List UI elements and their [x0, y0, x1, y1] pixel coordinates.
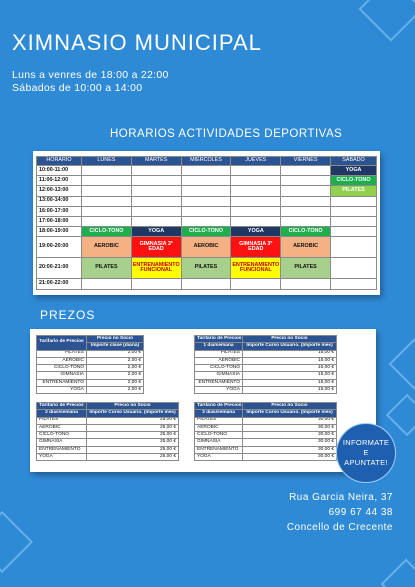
table-row: [37, 454, 179, 461]
table-row: [37, 176, 377, 186]
price-header: Precio no Socio: [87, 403, 179, 410]
badge-text: INFORMATE E APUNTATE!: [342, 437, 390, 468]
table-row: [195, 424, 337, 431]
activity-cell: GIMNASIA 3ª EDAD: [131, 237, 181, 258]
decor-diamond: [358, 0, 415, 42]
price-value: 25,00 €: [87, 439, 179, 446]
activity-name: GIMNASIA: [37, 372, 87, 379]
price-value: 25,00 €: [87, 417, 179, 424]
decor-diamond: [381, 559, 415, 587]
table-row: [195, 372, 337, 379]
activity-name: GIMNASIA: [195, 372, 243, 379]
time-cell: 21:00-22:00: [37, 279, 82, 289]
price-value: 25,00 €: [87, 454, 179, 461]
address-street: Rua Garcia Neira, 37: [289, 492, 393, 503]
price-subheader: Importe clase (diaria): [87, 343, 144, 350]
schedule-title: HORARIOS ACTIVIDADES DEPORTIVAS: [110, 128, 343, 140]
activity-cell: YOGA: [331, 166, 377, 176]
activity-name: CICLO-TONO: [37, 432, 87, 439]
table-row: [37, 432, 179, 439]
price-subheader: 3 dias/semana: [195, 410, 243, 417]
price-subheader: Importe Curso Usuario. (Importe mes): [243, 343, 337, 350]
price-header: Tarifario de Precios: [195, 336, 243, 343]
activity-cell: PILATES: [82, 258, 132, 279]
table-row: [37, 365, 144, 372]
activity-cell: AEROBIC: [82, 237, 132, 258]
activity-cell: CICLO-TONO: [331, 176, 377, 186]
time-cell: 12:00-13:00: [37, 186, 82, 196]
table-row: [37, 387, 144, 394]
table-row: [37, 446, 179, 453]
table-row: [195, 350, 337, 357]
page-title: XIMNASIO MUNICIPAL: [12, 30, 262, 55]
price-subheader: Importe Curso Usuario. (Importe mes): [87, 410, 179, 417]
activity-name: AEROBIC: [37, 424, 87, 431]
table-row: [195, 417, 337, 424]
price-header: Tarifario de Precios: [195, 403, 243, 410]
activity-name: PILATES: [37, 350, 87, 357]
price-subheader: 2 dias/semana: [37, 410, 87, 417]
price-value: 30,00 €: [243, 439, 337, 446]
table-row: [37, 357, 144, 364]
prices-title: PREZOS: [40, 308, 96, 322]
price-value: 25,00 €: [87, 424, 179, 431]
price-value: 2,00 €: [87, 350, 144, 357]
activity-cell: GIMNASIA 3ª EDAD: [231, 237, 281, 258]
header-cell: JUEVES: [231, 157, 281, 166]
activity-name: YOGA: [195, 387, 243, 394]
time-cell: 19:00-20:00: [37, 237, 82, 258]
signup-badge: [336, 423, 396, 483]
activity-cell: PILATES: [181, 258, 231, 279]
time-cell: 16:00-17:00: [37, 206, 82, 216]
price-value: 30,00 €: [243, 417, 337, 424]
table-row: [195, 379, 337, 386]
activity-cell: YOGA: [231, 227, 281, 237]
table-row: [37, 196, 377, 206]
table-row: [195, 446, 337, 453]
activity-name: CICLO-TONO: [37, 365, 87, 372]
table-row: [37, 258, 377, 279]
activity-cell: CICLO-TONO: [181, 227, 231, 237]
activity-name: AEROBIC: [37, 357, 87, 364]
activity-name: AEROBIC: [195, 424, 243, 431]
price-value: 25,00 €: [87, 446, 179, 453]
prices-card: [30, 329, 376, 472]
price-value: 25,00 €: [87, 432, 179, 439]
decor-diamond: [386, 394, 415, 436]
activity-name: CICLO-TONO: [195, 432, 243, 439]
price-value: 30,00 €: [243, 432, 337, 439]
table-row: [195, 454, 337, 461]
schedule-table-card: [33, 151, 380, 295]
price-subheader: 1 dia/semana: [195, 343, 243, 350]
table-row: [195, 432, 337, 439]
header-cell: HORARIO: [37, 157, 82, 166]
activity-name: CICLO-TONO: [195, 365, 243, 372]
activity-name: PILATES: [195, 350, 243, 357]
activity-name: GIMNASIA: [37, 439, 87, 446]
table-row: [37, 227, 377, 237]
activity-name: YOGA: [37, 387, 87, 394]
table-row: [37, 166, 377, 176]
saturday-hours: Sábados de 10:00 a 14:00: [12, 82, 143, 94]
table-row: [37, 216, 377, 226]
table-row: [195, 439, 337, 446]
activity-name: PILATES: [37, 417, 87, 424]
activity-cell: CICLO-TONO: [82, 227, 132, 237]
decor-diamond: [0, 511, 33, 573]
price-value: 2,00 €: [87, 357, 144, 364]
table-row: [37, 379, 144, 386]
decor-diamond: [389, 339, 415, 390]
activity-name: AEROBIC: [195, 357, 243, 364]
activity-name: YOGA: [37, 454, 87, 461]
activity-cell: AEROBIC: [281, 237, 331, 258]
header-cell: LUNES: [82, 157, 132, 166]
table-row: [37, 424, 179, 431]
header-cell: VIERNES: [281, 157, 331, 166]
header-cell: SABADO: [331, 157, 377, 166]
activity-name: ENTRENAMIENTO: [37, 446, 87, 453]
schedule-header-row: [37, 157, 377, 166]
activity-cell: PILATES: [281, 258, 331, 279]
activity-name: PILATES: [195, 417, 243, 424]
price-table-1-day: [194, 335, 337, 394]
table-row: [195, 365, 337, 372]
activity-name: ENTRENAMIENTO: [195, 379, 243, 386]
price-table-2-days: [36, 402, 179, 461]
table-row: [195, 387, 337, 394]
header-cell: MIERCOLES: [181, 157, 231, 166]
price-value: 2,00 €: [87, 365, 144, 372]
price-value: 2,00 €: [87, 387, 144, 394]
price-table-3-days: [194, 402, 337, 461]
price-value: 15,00 €: [243, 372, 337, 379]
table-row: [37, 372, 144, 379]
time-cell: 17:00-18:00: [37, 216, 82, 226]
activity-name: ENTRENAMIENTO: [37, 379, 87, 386]
activity-cell: CICLO-TONO: [281, 227, 331, 237]
time-cell: 10:00-11:00: [37, 166, 82, 176]
price-subheader: Importe Curso Usuario. (Importe mes): [243, 410, 337, 417]
time-cell: 20:00-21:00: [37, 258, 82, 279]
activity-cell: ENTRENAMIENTO FUNCIONAL: [231, 258, 281, 279]
price-value: 30,00 €: [243, 424, 337, 431]
price-table-daily: [36, 335, 144, 394]
council-name: Concello de Crecente: [286, 522, 393, 533]
table-row: [37, 439, 179, 446]
weekday-hours: Luns a venres de 18:00 a 22:00: [12, 69, 169, 81]
time-cell: 18:00-19:00: [37, 227, 82, 237]
activity-name: GIMNASIA: [195, 439, 243, 446]
table-row: [37, 350, 144, 357]
price-header: Precio no Socio: [243, 403, 337, 410]
activity-cell: ENTRENAMIENTO FUNCIONAL: [131, 258, 181, 279]
header-cell: MARTES: [131, 157, 181, 166]
price-value: 30,00 €: [243, 446, 337, 453]
price-value: 15,00 €: [243, 350, 337, 357]
price-header: Tarifario de Precios: [37, 336, 87, 351]
price-value: 15,00 €: [243, 365, 337, 372]
table-row: [195, 357, 337, 364]
schedule-table: [36, 156, 377, 290]
activity-cell: AEROBIC: [181, 237, 231, 258]
activity-name: ENTRENAMIENTO: [195, 446, 243, 453]
price-value: 15,00 €: [243, 387, 337, 394]
activity-cell: YOGA: [131, 227, 181, 237]
price-header: Precio no Socio: [87, 336, 144, 343]
phone-number: 699 67 44 38: [328, 507, 393, 518]
table-row: [37, 186, 377, 196]
price-value: 2,00 €: [87, 372, 144, 379]
activity-name: YOGA: [195, 454, 243, 461]
price-header: Tarifario de Precios: [37, 403, 87, 410]
price-value: 30,00 €: [243, 454, 337, 461]
price-value: 2,00 €: [87, 379, 144, 386]
time-cell: 11:00-12:00: [37, 176, 82, 186]
activity-cell: PILATES: [331, 186, 377, 196]
price-value: 15,00 €: [243, 357, 337, 364]
table-row: [37, 417, 179, 424]
time-cell: 13:00-14:00: [37, 196, 82, 206]
price-header: Precio no Socio: [243, 336, 337, 343]
table-row: [37, 206, 377, 216]
table-row: [37, 279, 377, 289]
table-row: [37, 237, 377, 258]
price-value: 15,00 €: [243, 379, 337, 386]
